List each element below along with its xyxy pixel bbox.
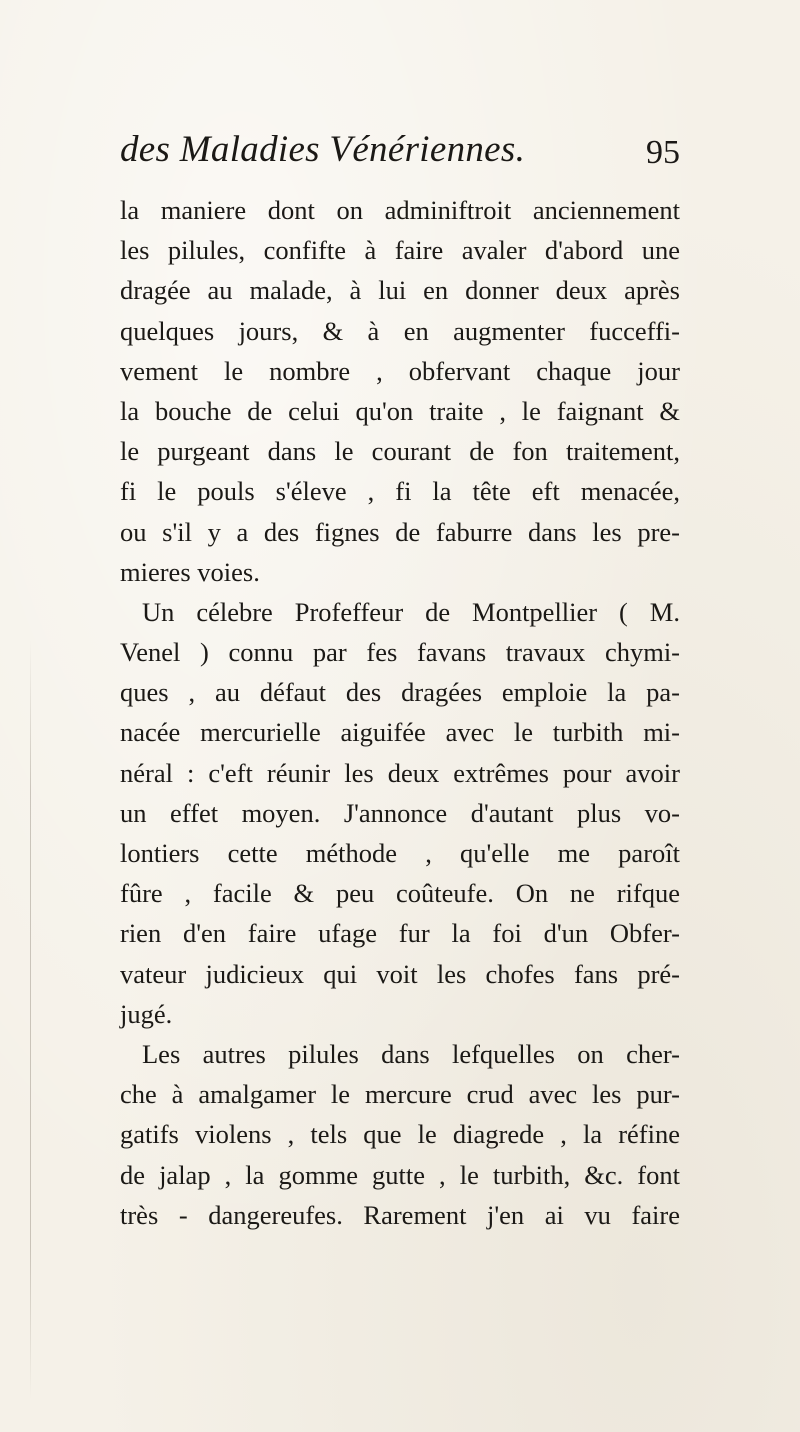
text-line: lontiers cette méthode , qu'elle me paroît <box>120 838 680 868</box>
text-line: fi le pouls s'éleve , fi la tête eft menacée, <box>120 476 680 507</box>
text-line: la maniere dont on adminiftroit anciennement <box>120 195 680 225</box>
text-line: ou s'il y a des fignes de faburre dans les pre- <box>120 516 680 547</box>
text-line: le purgeant dans le courant de fon traitement, <box>120 436 680 467</box>
text-line: dragée au malade, à lui en donner deux après <box>120 275 680 306</box>
text-line: vateur judicieux qui voit les chofes fans pré- <box>120 958 680 989</box>
running-title: des Maladies Vénériennes. <box>120 129 526 170</box>
text-line: très - dangereufes. Rarement j'en ai vu faire <box>120 1199 680 1230</box>
text-line: gatifs violens , tels que le diagrede , la réfine <box>120 1119 680 1150</box>
text-line: ques , au défaut des dragées emploie la pa- <box>120 677 680 708</box>
text-line: les pilules, confifte à faire avaler d'abord une <box>120 235 680 266</box>
text-line: Un célebre Profeffeur de Montpellier ( M. <box>142 596 680 627</box>
text-line: jugé. <box>120 998 173 1029</box>
text-line: quelques jours, & à en augmenter fucceffi- <box>120 315 680 346</box>
text-line: fûre , facile & peu coûteufe. On ne rifque <box>120 878 680 909</box>
page-number: 95 <box>646 134 680 171</box>
text-line: néral : c'eft réunir les deux extrêmes pour avoir <box>120 757 680 788</box>
text-line: la bouche de celui qu'on traite , le faignant & <box>120 395 680 426</box>
running-head <box>120 128 680 184</box>
text-line: mieres voies. <box>120 556 260 587</box>
text-line: Venel ) connu par fes favans travaux chymi- <box>120 637 680 668</box>
text-line: Les autres pilules dans lefquelles on cher- <box>142 1038 680 1069</box>
text-line: de jalap , la gomme gutte , le turbith, &c. font <box>120 1159 680 1190</box>
body-text <box>120 190 680 1235</box>
text-line: un effet moyen. J'annonce d'autant plus vo- <box>120 797 680 828</box>
text-line: che à amalgamer le mercure crud avec les pur- <box>120 1079 680 1110</box>
text-line: rien d'en faire ufage fur la foi d'un Obfer- <box>120 918 680 949</box>
page-gutter-shadow <box>30 640 31 1400</box>
text-line: nacée mercurielle aiguifée avec le turbith mi- <box>120 717 680 748</box>
text-line: vement le nombre , obfervant chaque jour <box>120 355 680 386</box>
